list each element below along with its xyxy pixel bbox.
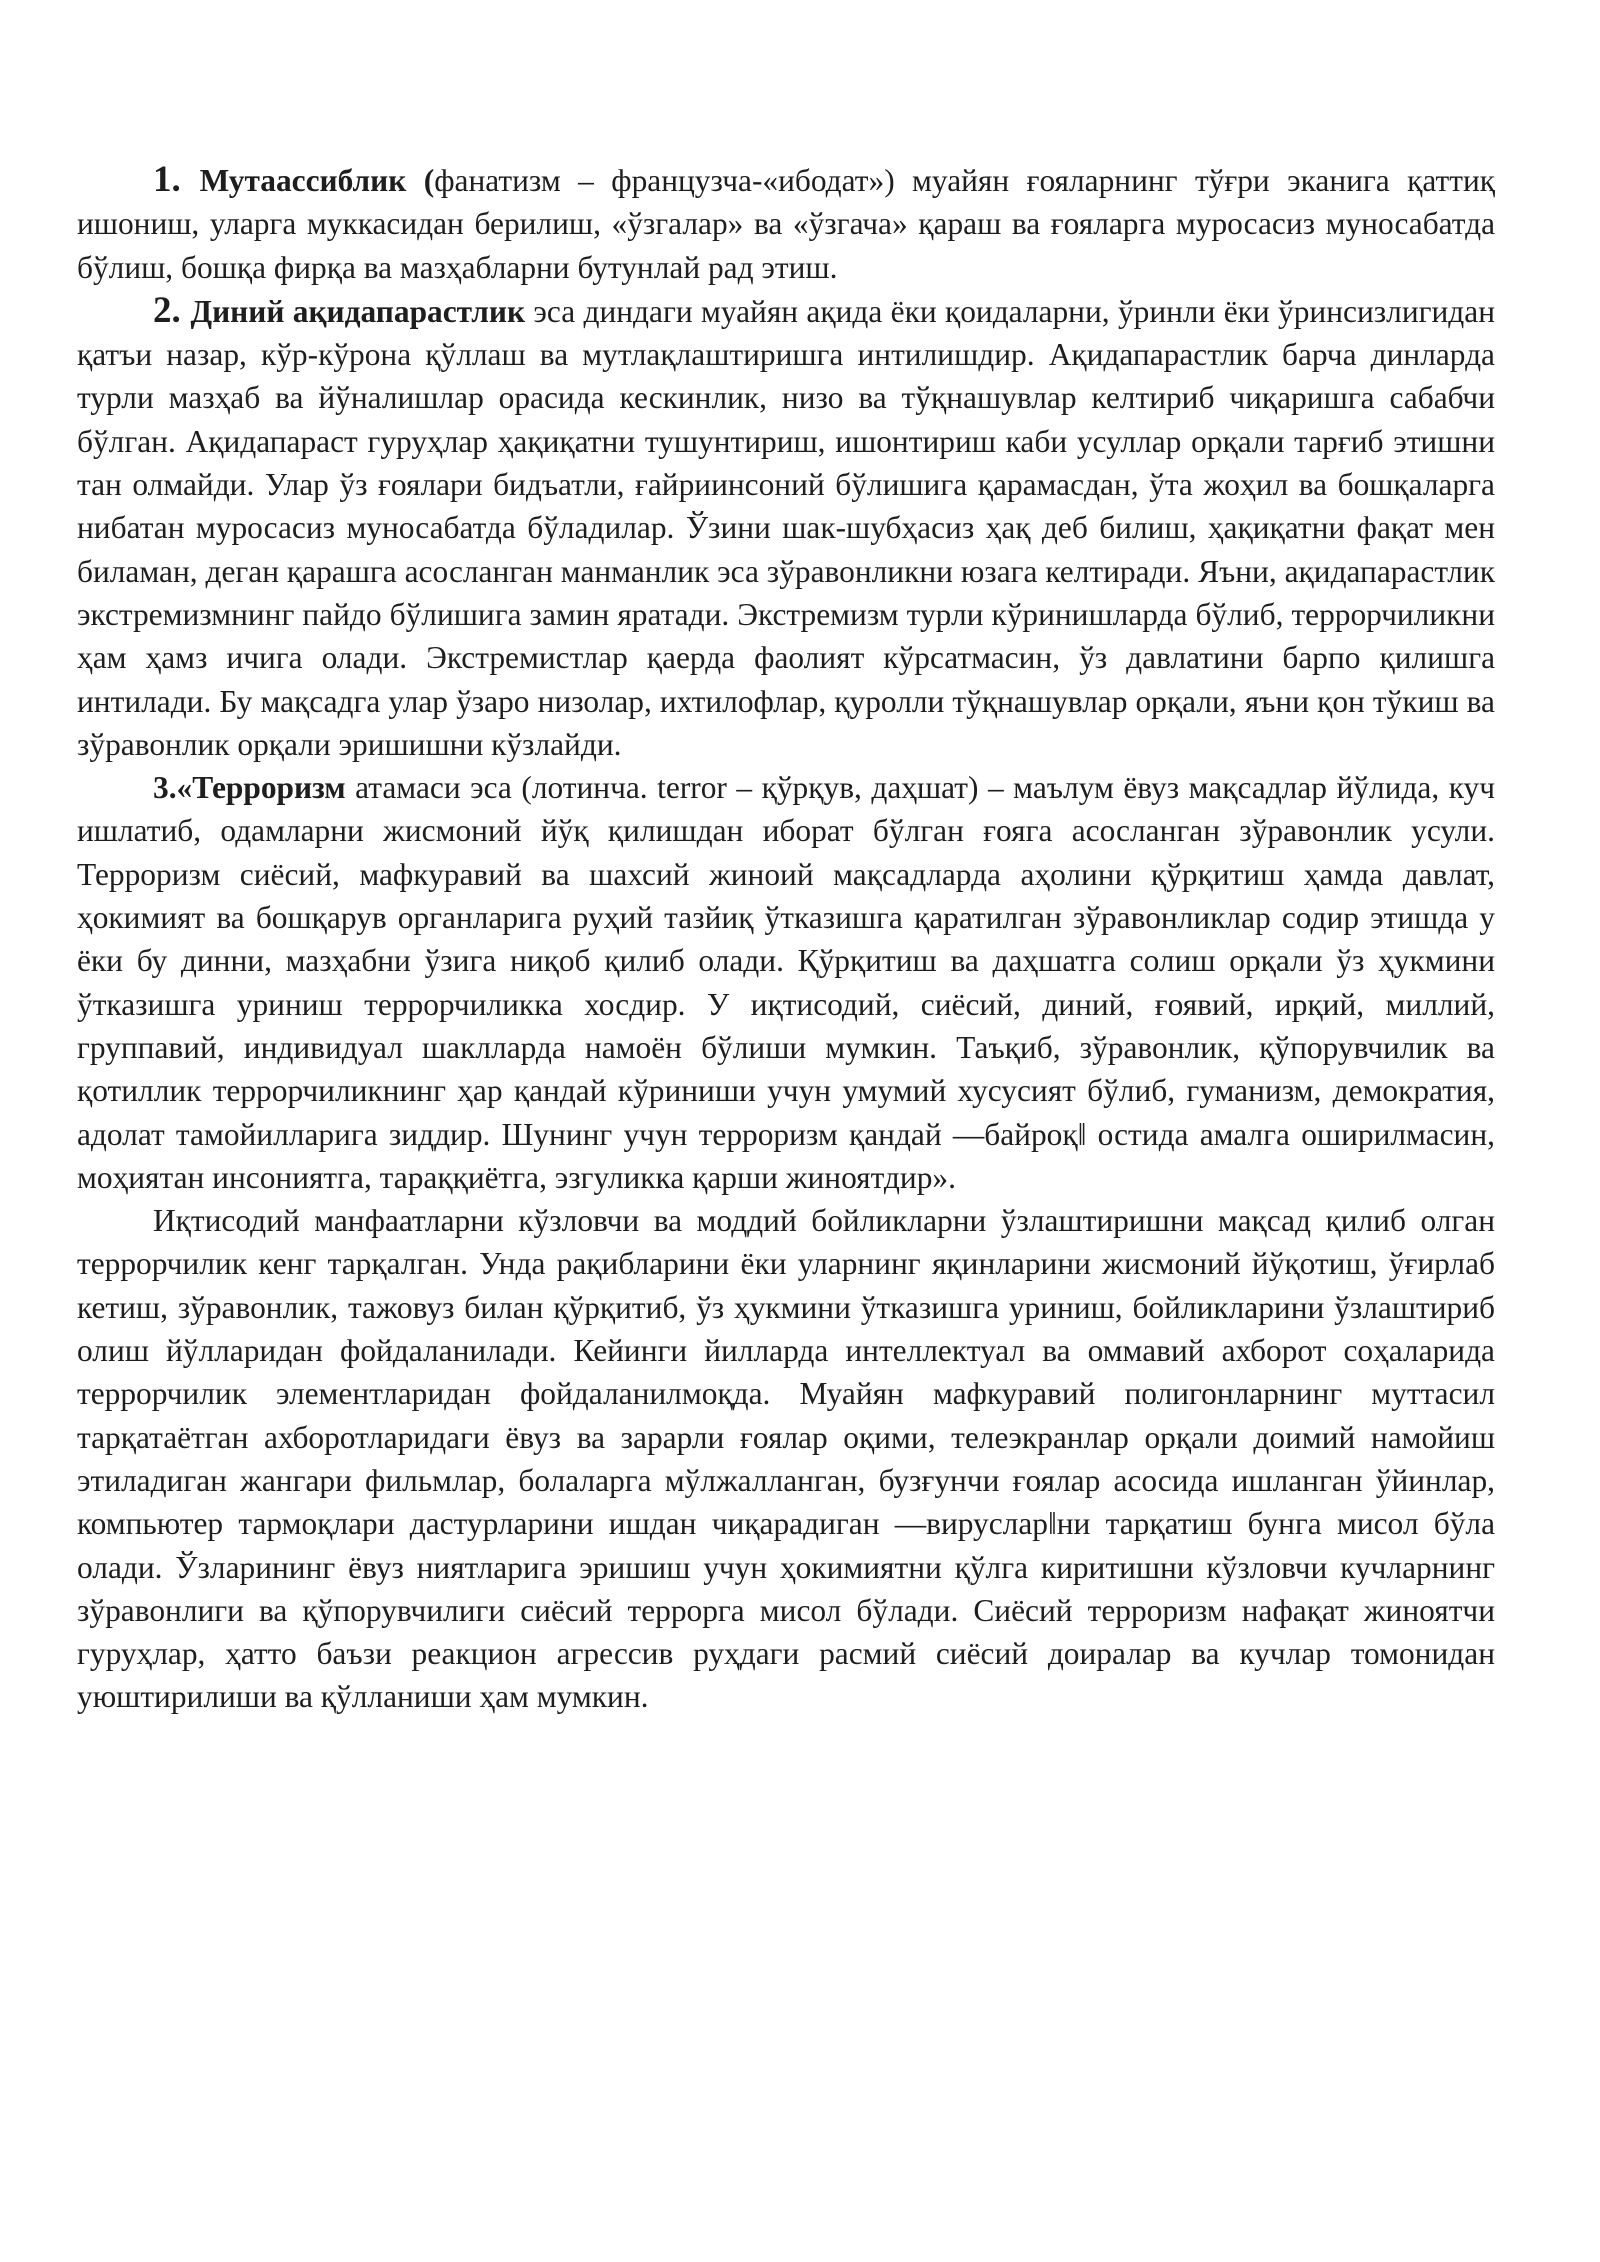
term-heading: 3.«Терроризм xyxy=(153,770,346,806)
paragraph-number: 2. xyxy=(153,289,191,331)
paragraph-mutaassiblik xyxy=(77,158,1495,289)
document-body xyxy=(77,158,1495,1719)
paragraph-text: эса диндаги муайян ақида ёки қоидаларни, ўринли ёки ўринсизлигидан қатъи назар, кўр-кўрона қўллаш ва мутлақлаштиришга интилишдир. Ақидапарастлик барча динларда турли мазҳаб ва йўналишлар орасида кескинлик, низо ва тўқнашувлар келтириб чиқаришга сабабчи бўлган. Ақидапараст гуруҳлар ҳақиқатни тушунтириш, ишонтириш каби усуллар орқали тарғиб этишни тан олмайди. Улар ўз ғоялари бидъатли, ғайриинсоний бўлишига қарамасдан, ўта жоҳил ва бошқаларга нибатан муросасиз муносабатда бўладилар. Ўзини шак-шубҳасиз ҳақ деб билиш, ҳақиқатни фақат мен биламан, деган қарашга асосланган манманлик эса зўравонликни юзага келтиради. Яъни, ақидапарастлик экстремизмнинг пайдо бўлишига замин яратади. Экстремизм турли кўринишларда бўлиб, террорчиликни ҳам ҳамз ичига олади. Экстремистлар қаерда фаолият кўрсатмасин, ўз давлатини барпо қилишга интилади. Бу мақсадга улар ўзаро низолар, ихтилофлар, қуролли тўқнашувлар орқали, яъни қон тўкиш ва зўравонлик орқали эришишни кўзлайди. xyxy=(77,293,1496,762)
paragraph-text: фанатизм – французча-«ибодат») муайян ғояларнинг тўғри эканига қаттиқ ишониш, уларга муккасидан берилиш, «ўзгалар» ва «ўзгача» қараш ва ғояларга муросасиз муносабатда бўлиш, бошқа фирқа ва мазҳабларни бутунлай рад этиш. xyxy=(77,163,1495,285)
paragraph-text: атамаси эса (лотинча. terror – қўрқув, даҳшат) – маълум ёвуз мақсадлар йўлида, куч ишлатиб, одамларни жисмоний йўқ қилишдан иборат бўлган ғояга асосланган зўравонлик усули. Терроризм сиёсий, мафкуравий ва шахсий жиноий мақсадларда аҳолини қўрқитиш ҳамда давлат, ҳокимият ва бошқарув органларига руҳий тазйиқ ўтказишга қаратилган зўравонликлар содир этишда у ёки бу динни, мазҳабни ўзига ниқоб қилиб олади. Қўрқитиш ва даҳшатга солиш орқали ўз ҳукмини ўтказишга уриниш террорчиликка хосдир. У иқтисодий, сиёсий, диний, ғоявий, ирқий, миллий, группавий, индивидуал шаклларда намоён бўлиши мумкин. Таъқиб, зўравонлик, қўпорувчилик ва қотиллик террорчиликнинг ҳар қандай кўриниши учун умумий хусусият бўлиб, гуманизм, демократия, адолат тамойилларига зиддир. Шунинг учун терроризм қандай ―байроқ‖ остида амалга оширилмасин, моҳиятан инсониятга, тараққиётга, эзгуликка қарши жиноятдир». xyxy=(77,770,1495,1195)
paragraph-terrorizm xyxy=(77,766,1495,1199)
paragraph-aqidaparastlik xyxy=(77,289,1495,766)
paragraph-iqtisodiy-terrorchilik xyxy=(77,1199,1495,1719)
paragraph-text: Иқтисодий манфаатларни кўзловчи ва моддий бойликларни ўзлаштиришни мақсад қилиб олган террорчилик кенг тарқалган. Унда рақибларини ёки уларнинг яқинларини жисмоний йўқотиш, ўғирлаб кетиш, зўравонлик, тажовуз билан қўрқитиб, ўз ҳукмини ўтказишга уриниш, бойликларини ўзлаштириб олиш йўлларидан фойдаланилади. Кейинги йилларда интеллектуал ва оммавий ахборот соҳаларида террорчилик элементларидан фойдаланилмоқда. Муайян мафкуравий полигонларнинг муттасил тарқатаётган ахборотларидаги ёвуз ва зарарли ғоялар оқими, телеэкранлар орқали доимий намойиш этиладиган жангари фильмлар, болаларга мўлжалланган, бузғунчи ғоялар асосида ишланган ўйинлар, компьютер тармоқлари дастурларини ишдан чиқарадиган ―вируслар‖ни тарқатиш бунга мисол бўла олади. Ўзларининг ёвуз ниятларига эришиш учун ҳокимиятни қўлга киритишни кўзловчи кучларнинг зўравонлиги ва қўпорувчилиги сиёсий террорга мисол бўлади. Сиёсий терроризм нафақат жиноятчи гуруҳлар, ҳатто баъзи реакцион агрессив руҳдаги расмий сиёсий доиралар ва кучлар томонидан уюштирилиши ва қўлланиши ҳам мумкин. xyxy=(77,1203,1495,1715)
term-heading: Мутаассиблик ( xyxy=(199,163,435,198)
term-heading: Диний ақидапарастлик xyxy=(190,293,526,329)
paragraph-number: 1. xyxy=(153,159,200,200)
